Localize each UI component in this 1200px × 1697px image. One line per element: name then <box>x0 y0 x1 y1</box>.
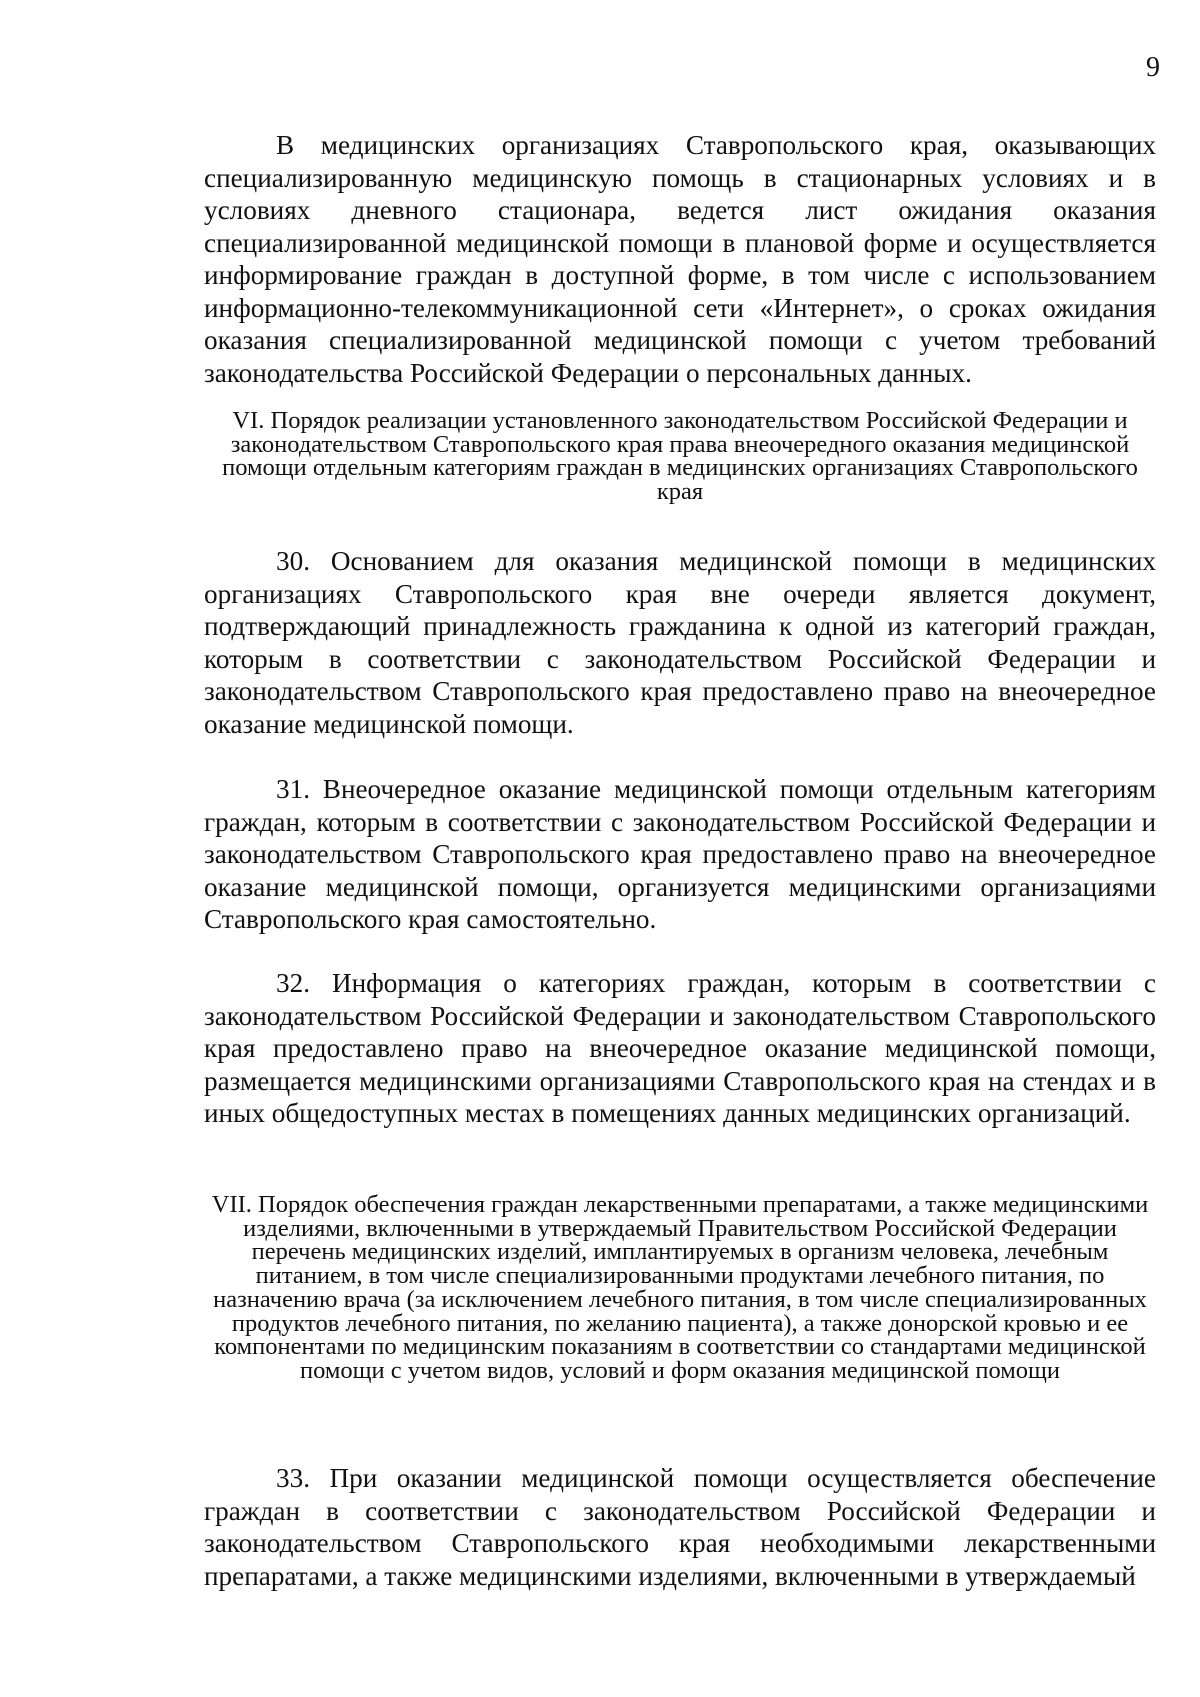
paragraph-waiting-list <box>204 129 1156 389</box>
paragraph-text: 30. Основанием для оказания медицинской помощи в медицинских организациях Ставропольского края вне очереди является документ, подтверждающий принадлежность гражданина к одной из категорий граждан, которым в соответствии с законодательством Российской Федерации и законодательством Ставропольского края предоставлено право на внеочередное оказание медицинской помощи. <box>204 546 1156 739</box>
paragraph-32 <box>204 967 1156 1130</box>
section-heading-vii <box>204 1193 1156 1383</box>
paragraph-text: 31. Внеочередное оказание медицинской помощи отдельным категориям граждан, которым в соответствии с законодательством Российской Федерации и законодательством Ставропольского края предоставлено право на внеочередное оказание медицинской помощи, организуется медицинскими организациями Ставропольского края самостоятельно. <box>204 774 1156 934</box>
paragraph-33 <box>204 1462 1156 1592</box>
paragraph-text: 33. При оказании медицинской помощи осуществляется обеспечение граждан в соответствии с законодательством Российской Федерации и законодательством Ставропольского края необходимыми лекарственными препаратами, а также медицинскими изделиями, включенными в утверждаемый <box>204 1463 1156 1591</box>
section-heading-vi <box>204 409 1156 504</box>
paragraph-text: 32. Информация о категориях граждан, которым в соответствии с законодательством Российской Федерации и законодательством Ставропольского края предоставлено право на внеочередное оказание медицинской помощи, размещается медицинскими организациями Ставропольского края на стендах и в иных общедоступных местах в помещениях данных медицинских организаций. <box>204 968 1156 1128</box>
paragraph-31 <box>204 773 1156 936</box>
section-heading-text: VI. Порядок реализации установленного законодательством Российской Федерации и законодательством Ставропольского края права внеочередного оказания медицинской помощи отдельным категориям граждан в медицинских организациях Ставропольского края <box>222 407 1138 506</box>
paragraph-text: В медицинских организациях Ставропольского края, оказывающих специализированную медицинскую помощь в стационарных условиях и в условиях дневного стационара, ведется лист ожидания оказания специализированной медицинской помощи в плановой форме и осуществляется информирование граждан в доступной форме, в том числе с использованием информационно-телекоммуникационной сети «Интернет», о сроках ожидания оказания специализированной медицинской помощи с учетом требований законодательства Российской Федерации о персональных данных. <box>204 130 1156 388</box>
paragraph-30 <box>204 545 1156 740</box>
page-number: 9 <box>1146 52 1160 83</box>
section-heading-text: VII. Порядок обеспечения граждан лекарственными препаратами, а также медицинскими изделиями, включенными в утверждаемый Правительством Российской Федерации перечень медицинских изделий, имплантируемых в организм человека, лечебным питанием, в том числе специализированными продуктами лечебного питания, по назначению врача (за исключением лечебного питания, в том числе специализированных продуктов лечебного питания, по желанию пациента), а также донорской кровью и ее компонентами по медицинским показаниям в соответствии со стандартами медицинской помощи с учетом видов, условий и форм оказания медицинской помощи <box>211 1191 1149 1384</box>
